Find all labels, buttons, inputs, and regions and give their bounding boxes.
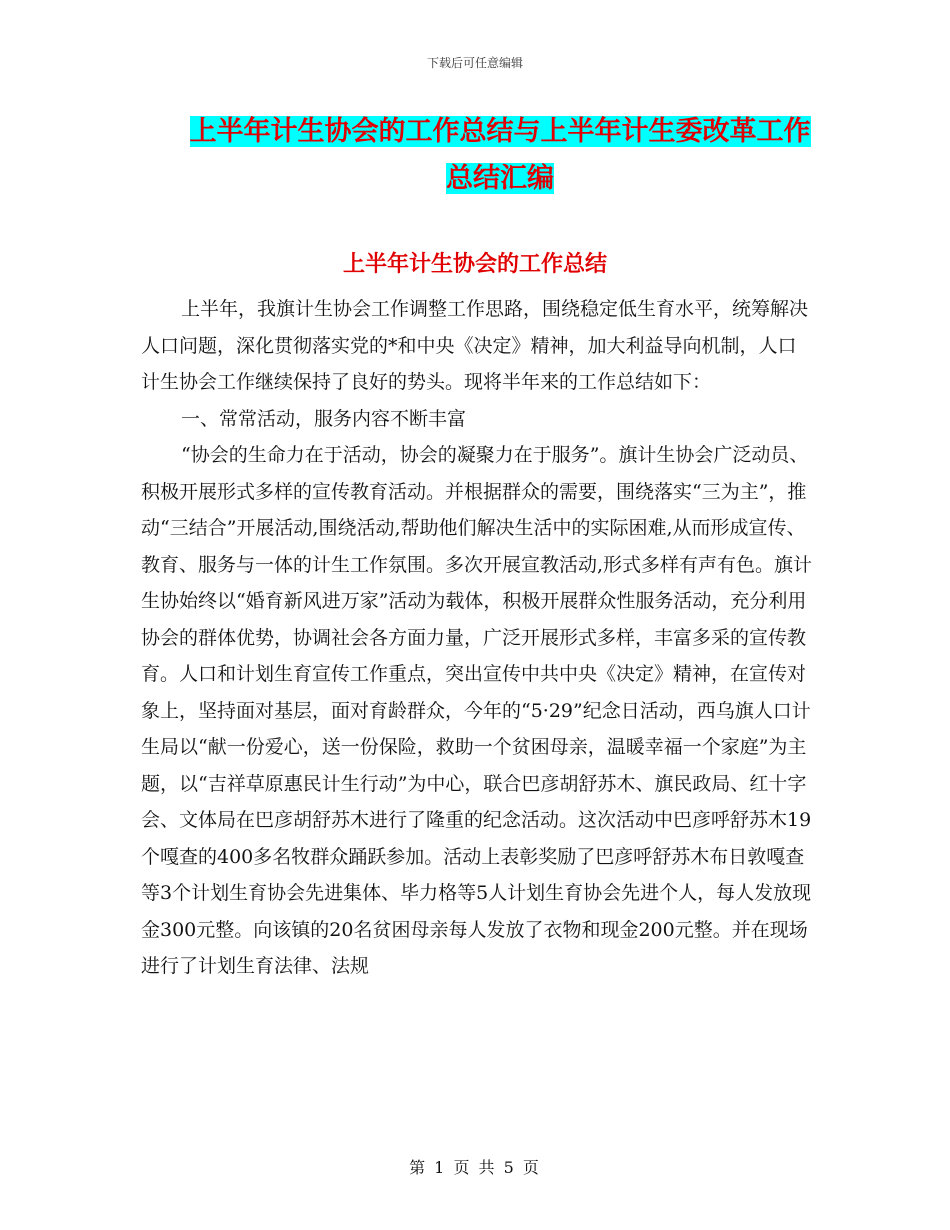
header-note: 下载后可任意编辑 — [426, 56, 523, 70]
paragraph-activities: “协会的生命力在于活动，协会的凝聚力在于服务”。旗计生协会广泛动员、积极开展形式多样的宣传教育活动。并根据群众的需要，围绕落实“三为主”，推动“三结合”开展活动,围绕活动,帮助他们解决生活中的实际困难,从而形成宣传、教育、服务与一体的计生工作氛围。多次开展宣教活动,形式多样有声有色。旗计生协始终以“婚育新风进万家”活动为载体，积极开展群众性服务活动，充分利用协会的群体优势，协调社会各方面力量，广泛开展形式多样，丰富多采的宣传教育。人口和计划生育宣传工作重点，突出宣传中共中央《决定》精神，在宣传对象上，坚持面对基层，面对育龄群众，今年的“5·29”纪念日活动，西乌旗人口计生局以“献一份爱心，送一份保险，救助一个贫困母亲，温暖幸福一个家庭”为主题，以“吉祥草原惠民计生行动”为中心，联合巴彦胡舒苏木、旗民政局、红十字会、文体局在巴彦胡舒苏木进行了隆重的纪念活动。这次活动中巴彦呼舒苏木19个嘎查的400多名牧群众踊跃参加。活动上表彰奖励了巴彦呼舒苏木布日敦嘎查等3个计划生育协会先进集体、毕力格等5人计划生育协会先进个人，每人发放现金300元整。向该镇的20名贫困母亲每人发放了衣物和现金200元整。并在现场进行了计划生育法律、法规 — [141, 444, 813, 977]
document-body — [141, 291, 813, 985]
page-number: 第 1 页 共 5 页 — [409, 1158, 541, 1177]
document-title-line-1: 上半年计生协会的工作总结与上半年计生委改革工作 — [189, 116, 811, 147]
paragraph-intro: 上半年，我旗计生协会工作调整工作思路，围绕稳定低生育水平，统筹解决人口问题，深化贯彻落实党的*和中央《决定》精神，加大利益导向机制，人口计生协会工作继续保持了良好的势头。现将半年来的工作总结如下： — [141, 298, 809, 393]
document-title — [170, 108, 830, 202]
document-title-line-2: 总结汇编 — [446, 163, 554, 194]
section-title: 上半年计生协会的工作总结 — [342, 251, 607, 277]
section-heading-1: 一、常常活动，服务内容不断丰富 — [181, 407, 467, 430]
